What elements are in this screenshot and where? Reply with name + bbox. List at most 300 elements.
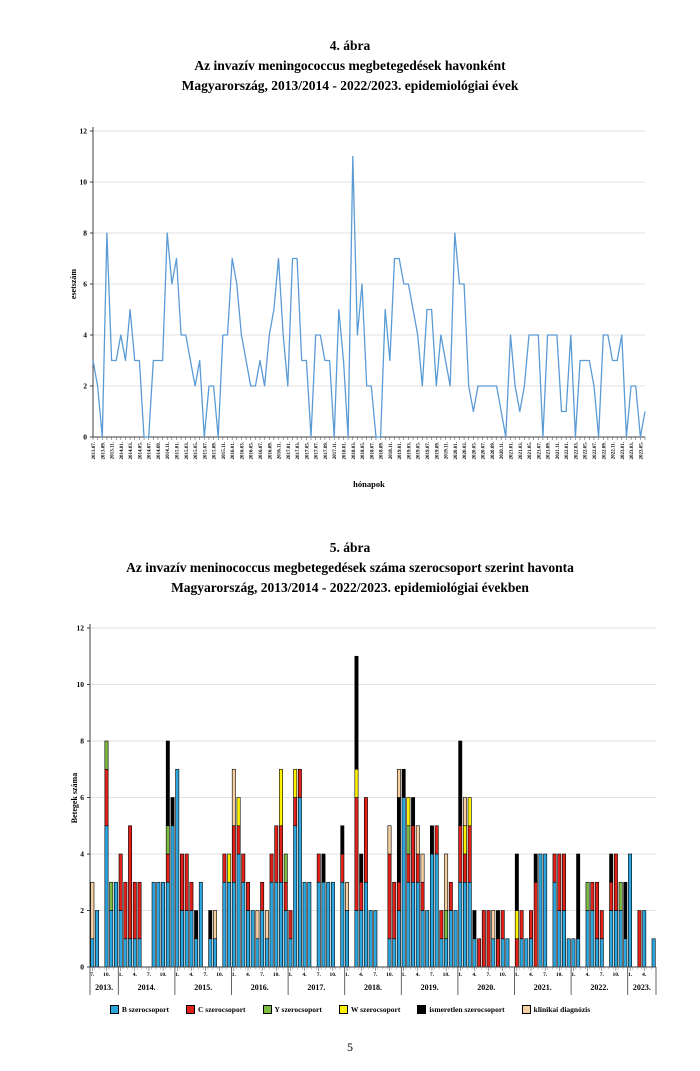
bar-segment xyxy=(360,911,363,968)
svg-text:4.: 4. xyxy=(245,972,251,978)
bar-segment xyxy=(435,826,438,854)
legend-swatch-icon xyxy=(110,1005,119,1014)
legend-swatch-icon xyxy=(263,1005,272,1014)
bar-segment xyxy=(91,939,94,967)
svg-text:4.: 4. xyxy=(585,972,590,978)
bar-segment xyxy=(463,826,466,854)
svg-text:2018.01.: 2018.01. xyxy=(342,442,348,460)
bar-segment xyxy=(610,882,613,910)
svg-text:8: 8 xyxy=(83,228,87,238)
svg-text:2016.09.: 2016.09. xyxy=(268,442,274,460)
figure5-title-line1: Az invazív meninococcus megbetegedések száma szerocsoport szerint havonta xyxy=(126,560,574,575)
y-axis-labels xyxy=(80,127,94,442)
bar-segment xyxy=(265,911,268,939)
svg-text:2017.07.: 2017.07. xyxy=(314,442,320,460)
bar-segment xyxy=(114,882,117,967)
legend-swatch-icon xyxy=(186,1005,195,1014)
y-gridlines xyxy=(90,628,656,911)
bar-segment xyxy=(171,798,174,826)
bar-segment xyxy=(482,911,485,968)
svg-text:1.: 1. xyxy=(571,972,576,978)
svg-text:2017.: 2017. xyxy=(307,983,326,992)
figure4-title xyxy=(0,36,700,96)
bar-segment xyxy=(468,798,471,826)
bar-segment xyxy=(430,826,433,854)
stacked-bar-chart-serogroups xyxy=(0,618,700,1001)
svg-text:2016.03.: 2016.03. xyxy=(240,442,246,460)
bar-segment xyxy=(284,854,287,882)
legend-label: Y szerocsoport xyxy=(274,1004,322,1014)
bar-segment xyxy=(284,882,287,910)
bar-segment xyxy=(133,882,136,939)
svg-text:2017.03.: 2017.03. xyxy=(296,442,302,460)
bar-segment xyxy=(421,911,424,968)
svg-text:2019.03.: 2019.03. xyxy=(407,442,413,460)
bar-segment xyxy=(232,826,235,883)
bar-segment xyxy=(284,911,287,968)
svg-text:2017.11.: 2017.11. xyxy=(333,442,339,460)
svg-text:1.: 1. xyxy=(344,972,350,978)
legend-swatch-icon xyxy=(339,1005,348,1014)
bar-segment xyxy=(463,882,466,967)
bar-segment xyxy=(562,854,565,911)
svg-text:2020.01.: 2020.01. xyxy=(453,442,459,460)
bar-segment xyxy=(317,854,320,882)
svg-text:2015.09.: 2015.09. xyxy=(212,442,218,460)
bar-segment xyxy=(397,911,400,968)
bar-segment xyxy=(369,911,372,968)
bar-segment xyxy=(463,854,466,882)
svg-text:2023.01.: 2023.01. xyxy=(620,442,626,460)
svg-text:2014.05.: 2014.05. xyxy=(138,442,144,460)
svg-text:2014.11.: 2014.11. xyxy=(166,442,172,460)
bar-segment xyxy=(119,854,122,911)
svg-text:10.: 10. xyxy=(216,972,224,978)
bar-segment xyxy=(591,911,594,968)
legend-label: W szerocsoport xyxy=(350,1004,401,1014)
bar-segment xyxy=(355,911,358,968)
svg-text:10.: 10. xyxy=(386,972,393,978)
legend-swatch-icon xyxy=(417,1005,426,1014)
bar-segment xyxy=(426,911,429,968)
bar-segment xyxy=(411,882,414,967)
svg-text:10.: 10. xyxy=(612,972,620,978)
bar-segment xyxy=(232,769,235,826)
svg-text:2020.11.: 2020.11. xyxy=(500,441,506,460)
svg-text:10.: 10. xyxy=(555,972,563,978)
bar-segment xyxy=(279,882,282,967)
svg-text:1.: 1. xyxy=(458,972,463,978)
svg-text:2: 2 xyxy=(83,381,87,391)
bar-segment xyxy=(539,854,542,967)
bar-segment xyxy=(251,911,254,968)
bar-segment xyxy=(487,911,490,968)
bar-segment xyxy=(388,939,391,967)
svg-text:2018.03.: 2018.03. xyxy=(351,442,357,460)
bar-segment xyxy=(402,769,405,797)
svg-text:2015.11.: 2015.11. xyxy=(221,442,227,460)
cases-line-series xyxy=(93,157,645,438)
bar-segment xyxy=(227,854,230,882)
bar-segment xyxy=(393,939,396,967)
svg-text:1.: 1. xyxy=(175,972,180,978)
bar-segment xyxy=(317,882,320,967)
bar-segment xyxy=(638,911,641,968)
svg-text:2021.: 2021. xyxy=(533,983,552,992)
svg-text:7.: 7. xyxy=(90,972,95,978)
bar-segment xyxy=(440,911,443,939)
svg-text:2016.: 2016. xyxy=(250,983,269,992)
bar-segment xyxy=(407,854,410,882)
bar-segment xyxy=(407,826,410,854)
bar-segment xyxy=(402,798,405,968)
svg-text:2015.01.: 2015.01. xyxy=(175,442,181,460)
bar-segment xyxy=(614,911,617,968)
bar-segment xyxy=(496,911,499,939)
bar-segment xyxy=(421,854,424,882)
bar-segment xyxy=(256,911,259,939)
bar-segment xyxy=(463,798,466,826)
bar-segment xyxy=(242,854,245,882)
bar-segment xyxy=(256,939,259,967)
bar-segment xyxy=(407,882,410,967)
bar-segment xyxy=(600,939,603,967)
legend-item-U xyxy=(417,1005,504,1014)
stacked-bars xyxy=(91,656,656,967)
bar-segment xyxy=(407,798,410,826)
bar-segment xyxy=(388,854,391,939)
bar-segment xyxy=(449,882,452,910)
svg-text:2016.07.: 2016.07. xyxy=(258,442,264,460)
bar-segment xyxy=(327,882,330,967)
x-axis-labels xyxy=(92,437,645,460)
legend-item-W xyxy=(339,1005,401,1014)
svg-text:7.: 7. xyxy=(203,972,208,978)
bar-segment xyxy=(624,882,627,939)
svg-text:1.: 1. xyxy=(231,972,236,978)
svg-text:7.: 7. xyxy=(429,972,435,978)
bar-segment xyxy=(341,826,344,854)
svg-text:10: 10 xyxy=(79,177,87,187)
bar-segment xyxy=(459,826,462,883)
bar-segment xyxy=(577,939,580,967)
bar-segment xyxy=(176,769,179,967)
svg-text:4.: 4. xyxy=(359,972,364,978)
bar-segment xyxy=(341,882,344,967)
bar-segment xyxy=(110,882,113,910)
bar-segment xyxy=(166,882,169,967)
bar-segment xyxy=(411,826,414,883)
page-number: 5 xyxy=(347,1040,353,1054)
bar-segment xyxy=(572,939,575,967)
bar-segment xyxy=(619,911,622,968)
svg-text:2019.: 2019. xyxy=(420,983,439,992)
bar-segment xyxy=(209,911,212,939)
svg-text:1.: 1. xyxy=(288,972,293,978)
svg-text:2016.01.: 2016.01. xyxy=(231,442,237,460)
svg-text:2023.: 2023. xyxy=(632,983,651,992)
svg-text:0: 0 xyxy=(83,432,87,442)
bar-segment xyxy=(544,854,547,967)
bar-segment xyxy=(161,882,164,967)
bar-segment xyxy=(166,741,169,826)
bar-segment xyxy=(246,911,249,968)
svg-text:2013.07.: 2013.07. xyxy=(92,442,97,460)
bar-segment xyxy=(421,882,424,910)
line-chart-monthly-cases xyxy=(0,118,700,503)
bar-segment xyxy=(166,826,169,854)
svg-text:4: 4 xyxy=(80,849,84,859)
bar-segment xyxy=(520,911,523,939)
svg-text:2015.05.: 2015.05. xyxy=(194,442,200,460)
bar-segment xyxy=(128,939,131,967)
bar-segment xyxy=(374,911,377,968)
bar-segment xyxy=(397,769,400,797)
bar-segment xyxy=(232,882,235,967)
figure5-heading: 5. ábra xyxy=(329,540,371,555)
bar-segment xyxy=(261,911,264,968)
svg-text:2018.07.: 2018.07. xyxy=(370,442,376,460)
svg-text:12: 12 xyxy=(79,126,87,136)
svg-text:10.: 10. xyxy=(103,972,110,978)
bar-segment xyxy=(345,911,348,968)
bar-segment xyxy=(270,882,273,967)
bar-segment xyxy=(586,882,589,910)
bar-segment xyxy=(213,911,216,939)
bar-segment xyxy=(294,769,297,797)
bar-segment xyxy=(355,656,358,769)
legend-label: ismeretlen szerocsoport xyxy=(429,1004,505,1014)
bar-segment xyxy=(529,911,532,939)
bar-segment xyxy=(223,882,226,967)
svg-text:2019.07.: 2019.07. xyxy=(425,442,431,460)
bar-segment xyxy=(595,882,598,939)
bar-segment xyxy=(298,798,301,968)
svg-text:2016.05.: 2016.05. xyxy=(249,442,255,460)
svg-text:2014.03.: 2014.03. xyxy=(129,442,135,460)
figure5-title-line2: Magyarország, 2013/2014 - 2022/2023. epidemiológiai években xyxy=(171,580,529,595)
legend-item-B xyxy=(110,1005,169,1014)
svg-text:2021.11.: 2021.11. xyxy=(555,442,561,460)
bar-segment xyxy=(119,911,122,968)
bar-segment xyxy=(124,939,127,967)
bar-segment xyxy=(501,939,504,967)
svg-text:2018.: 2018. xyxy=(364,983,382,992)
svg-text:10.: 10. xyxy=(272,972,280,978)
svg-text:2015.: 2015. xyxy=(194,983,213,992)
svg-text:7.: 7. xyxy=(316,972,321,978)
bar-segment xyxy=(586,911,589,968)
svg-text:2: 2 xyxy=(80,906,84,916)
svg-text:2013.: 2013. xyxy=(95,983,114,992)
bar-segment xyxy=(355,769,358,797)
bar-segment xyxy=(624,939,627,967)
bar-segment xyxy=(614,854,617,911)
bar-segment xyxy=(388,826,391,854)
bar-segment xyxy=(180,911,183,968)
bar-segment xyxy=(237,854,240,967)
svg-text:2013.09.: 2013.09. xyxy=(101,442,107,460)
bar-segment xyxy=(105,741,108,769)
bar-segment xyxy=(610,911,613,968)
figure5-title xyxy=(0,538,700,598)
svg-text:2021.01.: 2021.01. xyxy=(509,442,515,460)
svg-text:2013.11.: 2013.11. xyxy=(110,442,116,460)
bar-segment xyxy=(171,826,174,967)
bar-segment xyxy=(364,798,367,883)
svg-text:7.: 7. xyxy=(599,972,604,978)
svg-text:2018.05.: 2018.05. xyxy=(361,442,367,460)
bar-segment xyxy=(227,882,230,967)
axes xyxy=(93,127,645,437)
svg-text:1.: 1. xyxy=(627,972,633,978)
svg-text:4.: 4. xyxy=(132,972,137,978)
svg-text:2022.01.: 2022.01. xyxy=(565,442,571,460)
svg-text:2021.07.: 2021.07. xyxy=(537,442,543,460)
bar-segment xyxy=(416,826,419,854)
svg-text:4.: 4. xyxy=(528,972,534,978)
svg-text:10.: 10. xyxy=(442,972,450,978)
bar-segment xyxy=(199,882,202,967)
svg-text:2019.01.: 2019.01. xyxy=(398,442,404,460)
svg-text:2014.: 2014. xyxy=(137,983,156,992)
svg-text:2018.11.: 2018.11. xyxy=(388,442,394,460)
bar-segment xyxy=(190,911,193,968)
bar-segment xyxy=(444,854,447,911)
svg-text:2017.05.: 2017.05. xyxy=(305,442,311,460)
bar-segment xyxy=(190,882,193,910)
bar-segment xyxy=(553,882,556,967)
bar-segment xyxy=(166,854,169,882)
bar-segment xyxy=(473,939,476,967)
bar-segment xyxy=(558,854,561,911)
bar-segment xyxy=(331,882,334,967)
bar-segment xyxy=(180,854,183,911)
figure4-title-line2: Magyarország, 2013/2014 - 2022/2023. epidemiológiai évek xyxy=(181,78,519,93)
svg-text:2021.05.: 2021.05. xyxy=(528,442,534,460)
y-gridlines xyxy=(93,131,645,386)
bar-segment xyxy=(303,882,306,967)
bar-segment xyxy=(496,939,499,967)
svg-text:2018.09.: 2018.09. xyxy=(379,442,385,460)
bar-segment xyxy=(628,854,631,967)
bar-segment xyxy=(275,826,278,883)
svg-text:2020.: 2020. xyxy=(477,983,496,992)
svg-text:1.: 1. xyxy=(514,972,519,978)
bar-segment xyxy=(652,939,655,967)
svg-text:2015.03.: 2015.03. xyxy=(184,442,190,460)
bar-segment xyxy=(619,882,622,910)
bar-segment xyxy=(454,911,457,968)
bar-segment xyxy=(577,854,580,939)
axis-titles xyxy=(70,773,79,823)
svg-text:2022.09.: 2022.09. xyxy=(602,442,608,460)
svg-text:2019.05.: 2019.05. xyxy=(416,442,422,460)
bar-segment xyxy=(355,798,358,911)
axes xyxy=(90,624,656,967)
bar-segment xyxy=(128,826,131,939)
serogroup-legend xyxy=(0,1001,700,1017)
bar-segment xyxy=(520,939,523,967)
legend-label: klinikai diagnózis xyxy=(533,1004,591,1014)
svg-text:10.: 10. xyxy=(159,972,167,978)
bar-segment xyxy=(105,826,108,967)
svg-text:7.: 7. xyxy=(373,972,378,978)
svg-text:2019.11.: 2019.11. xyxy=(444,442,450,460)
svg-text:2014.01.: 2014.01. xyxy=(119,442,125,460)
svg-text:12: 12 xyxy=(76,623,84,633)
svg-text:2017.09.: 2017.09. xyxy=(323,442,329,460)
svg-text:7.: 7. xyxy=(543,972,548,978)
bar-segment xyxy=(393,882,396,939)
svg-text:2019.09.: 2019.09. xyxy=(435,442,441,460)
svg-text:7.: 7. xyxy=(486,972,491,978)
bar-segment xyxy=(345,882,348,910)
svg-text:2020.07.: 2020.07. xyxy=(481,442,487,460)
bar-segment xyxy=(265,939,268,967)
bar-segment xyxy=(275,882,278,967)
bar-segment xyxy=(473,911,476,939)
bar-segment xyxy=(397,882,400,910)
svg-text:2023.03.: 2023.03. xyxy=(630,442,636,460)
svg-text:1.: 1. xyxy=(118,972,123,978)
bar-segment xyxy=(477,939,480,967)
bar-segment xyxy=(595,939,598,967)
bar-segment xyxy=(501,911,504,939)
bar-segment xyxy=(124,882,127,939)
bar-segment xyxy=(322,882,325,967)
bar-segment xyxy=(600,911,603,939)
bar-segment xyxy=(242,882,245,967)
figure4-heading: 4. ábra xyxy=(329,38,371,53)
bar-segment xyxy=(468,882,471,967)
bar-segment xyxy=(515,939,518,967)
bar-segment xyxy=(270,854,273,882)
bar-segment xyxy=(529,939,532,967)
bar-segment xyxy=(468,826,471,883)
bar-segment xyxy=(308,882,311,967)
x-axis-month-labels xyxy=(90,967,651,978)
bar-segment xyxy=(492,911,495,939)
svg-text:2017.01.: 2017.01. xyxy=(286,442,292,460)
legend-swatch-icon xyxy=(522,1005,531,1014)
svg-text:esetszám: esetszám xyxy=(69,268,78,300)
bar-segment xyxy=(138,882,141,939)
bar-segment xyxy=(152,882,155,967)
bar-segment xyxy=(133,939,136,967)
bar-segment xyxy=(298,769,301,797)
bar-segment xyxy=(525,939,528,967)
svg-text:2022.05.: 2022.05. xyxy=(583,442,589,460)
bar-segment xyxy=(261,882,264,910)
svg-text:4.: 4. xyxy=(302,972,307,978)
bar-segment xyxy=(444,939,447,967)
bar-segment xyxy=(515,854,518,911)
bar-segment xyxy=(322,854,325,882)
legend-label: C szerocsoport xyxy=(197,1004,246,1014)
svg-text:2020.05.: 2020.05. xyxy=(472,442,478,460)
bar-segment xyxy=(534,854,537,882)
svg-text:2021.09.: 2021.09. xyxy=(546,442,552,460)
bar-segment xyxy=(237,798,240,826)
bar-segment xyxy=(294,826,297,967)
svg-text:7.: 7. xyxy=(146,972,152,978)
bar-segment xyxy=(411,798,414,826)
bar-segment xyxy=(360,882,363,910)
bar-segment xyxy=(553,854,556,882)
svg-text:4.: 4. xyxy=(472,972,477,978)
bar-segment xyxy=(515,911,518,939)
